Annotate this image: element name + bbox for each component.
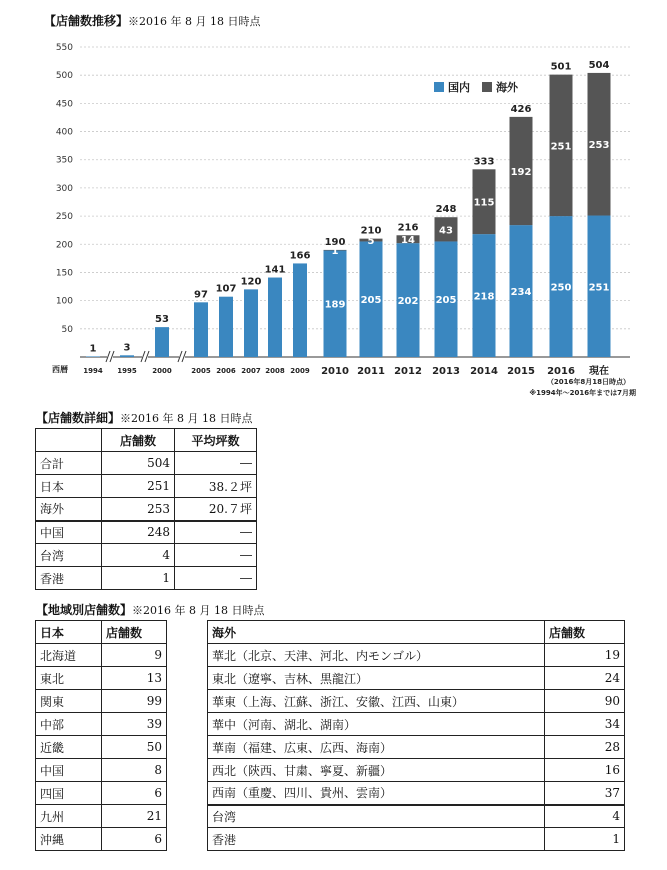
legend-swatch-domestic [434,82,444,92]
area-cell: ― [175,521,257,544]
header-cell [36,429,102,452]
table-row [36,759,167,782]
header-cell: 店舗数 [102,621,167,644]
domestic-value-label: 218 [473,291,495,303]
bar-domestic [120,355,134,357]
overseas-value-label: 251 [550,141,572,153]
bar-domestic [244,289,258,357]
table-header-row [208,621,625,644]
count-cell: 4 [545,805,625,828]
region-cell: 海外 [36,498,102,521]
total-label: 1 [89,343,97,355]
region-cell: 中国 [36,521,102,544]
legend-swatch-overseas [482,82,492,92]
count-cell: 21 [102,805,167,828]
total-label: 504 [588,59,610,71]
count-cell: 34 [545,713,625,736]
table-row [36,521,257,544]
count-cell: 253 [102,498,175,521]
x-tick-label: 2010 [321,366,349,377]
total-label: 190 [324,236,346,248]
total-label: 97 [194,289,208,301]
count-cell: 90 [545,690,625,713]
overseas-value-label: 253 [588,140,610,152]
domestic-value-label: 189 [324,299,346,311]
bar-domestic [293,263,307,357]
x-tick-label: 2012 [394,366,422,377]
count-cell: 37 [545,782,625,805]
count-cell: 1 [545,828,625,851]
count-cell: 50 [102,736,167,759]
count-cell: 39 [102,713,167,736]
overseas-value-label: 5 [367,236,375,248]
region-cell: 香港 [208,828,545,851]
overseas-value-label: 14 [401,235,415,247]
bar-domestic [219,297,233,357]
x-tick-label: 2016 [547,366,575,377]
count-cell: 13 [102,667,167,690]
count-cell: 248 [102,521,175,544]
domestic-value-label: 205 [435,295,457,307]
region-cell: 華南（福建、広東、広西、海南） [208,736,545,759]
table-row [208,690,625,713]
domestic-value-label: 250 [550,282,572,294]
region-cell: 四国 [36,782,102,805]
table-row [36,567,257,590]
x-axis-label: 西暦 [52,365,68,374]
region-cell: 中国 [36,759,102,782]
x-tick-label: 1994 [83,367,103,375]
total-label: 333 [473,156,495,168]
y-tick-label: 550 [55,43,73,53]
table-row [36,828,167,851]
total-label: 501 [550,61,572,73]
region-cell: 東北（遼寧、吉林、黒龍江） [208,667,545,690]
x-tick-label: 1995 [117,367,137,375]
region-cell: 九州 [36,805,102,828]
table-row [208,759,625,782]
table-row [36,644,167,667]
table-row [208,828,625,851]
table-row [36,544,257,567]
header-cell: 店舗数 [102,429,175,452]
total-label: 248 [435,204,457,216]
table-row [208,667,625,690]
chart-date-note: ※2016 年 8 月 18 日時点 [128,15,261,28]
count-cell: 24 [545,667,625,690]
x-tick-label: 現在 [589,366,609,377]
bar-domestic [194,302,208,357]
table-row [36,452,257,475]
header-cell: 海外 [208,621,545,644]
region-cell: 西北（陝西、甘粛、寧夏、新疆） [208,759,545,782]
x-tick-label: 2015 [507,366,535,377]
count-cell: 19 [545,644,625,667]
detail-title: 【店舗数詳細】 [36,411,121,425]
chart-title: 【店舗数推移】 [44,14,129,28]
region-cell: 日本 [36,475,102,498]
chart-footnote: ※1994年～2016年までは7月期 [529,389,636,397]
region-cell: 合計 [36,452,102,475]
area-cell: 20.７坪 [175,498,257,521]
overseas-region-table [207,620,625,851]
region-cell: 西南（重慶、四川、貴州、雲南） [208,782,545,805]
count-cell: 28 [545,736,625,759]
detail-date-note: ※2016 年 8 月 18 日時点 [120,412,253,425]
y-tick-label: 100 [55,296,73,307]
region-cell: 近畿 [36,736,102,759]
region-title: 【地域別店舗数】 [36,603,133,617]
region-cell: 香港 [36,567,102,590]
area-cell: ― [175,567,257,590]
count-cell: 1 [102,567,175,590]
region-date-note: ※2016 年 8 月 18 日時点 [132,604,265,617]
count-cell: 8 [102,759,167,782]
count-cell: 4 [102,544,175,567]
bar-domestic [86,356,100,357]
region-section-title [36,601,265,618]
region-cell: 華中（河南、湖北、湖南） [208,713,545,736]
table-row [208,782,625,805]
total-label: 210 [360,225,382,237]
y-tick-label: 250 [55,212,73,223]
total-label: 107 [215,283,237,295]
x-tick-label: 2013 [432,366,460,377]
table-header-row [36,621,167,644]
x-tick-label: 2014 [470,366,498,377]
area-cell: ― [175,452,257,475]
table-row [36,782,167,805]
table-row [36,690,167,713]
y-tick-label: 200 [55,240,73,251]
region-cell: 沖縄 [36,828,102,851]
domestic-value-label: 234 [510,287,532,299]
table-row [36,475,257,498]
region-cell: 台湾 [36,544,102,567]
x-tick-label: 2007 [241,367,261,375]
count-cell: 16 [545,759,625,782]
table-row [36,667,167,690]
chart-section-title [44,12,261,29]
domestic-value-label: 251 [588,282,610,294]
bar-domestic [155,327,169,357]
total-label: 426 [510,103,532,115]
header-cell: 平均坪数 [175,429,257,452]
table-row [36,736,167,759]
area-cell: 38.２坪 [175,475,257,498]
table-row [208,736,625,759]
domestic-value-label: 202 [397,296,419,308]
count-cell: 99 [102,690,167,713]
table-row [208,805,625,828]
japan-region-table [35,620,167,851]
x-tick-label: 2006 [216,367,236,375]
table-row [36,498,257,521]
region-cell: 関東 [36,690,102,713]
domestic-value-label: 205 [360,295,382,307]
region-cell: 東北 [36,667,102,690]
total-label: 53 [155,314,169,326]
region-cell: 北海道 [36,644,102,667]
store-count-chart [0,34,667,404]
header-cell: 店舗数 [545,621,625,644]
count-cell: 504 [102,452,175,475]
y-tick-label: 300 [55,183,73,194]
total-label: 166 [289,250,311,262]
x-tick-label: 2009 [290,367,310,375]
total-label: 216 [397,222,419,234]
overseas-value-label: 115 [473,197,495,209]
x-tick-label: 2008 [265,367,285,375]
y-tick-label: 350 [55,155,73,166]
region-cell: 中部 [36,713,102,736]
overseas-value-label: 43 [439,225,453,237]
total-label: 141 [264,264,286,276]
store-detail-table [35,428,257,590]
total-label: 120 [240,276,262,288]
current-date-note: （2016年8月18日時点） [546,378,630,386]
table-row [208,644,625,667]
header-cell: 日本 [36,621,102,644]
count-cell: 6 [102,828,167,851]
overseas-value-label: 192 [510,167,532,178]
legend-label-domestic: 国内 [448,81,470,94]
area-cell: ― [175,544,257,567]
table-row [36,805,167,828]
x-tick-label: 2000 [152,367,172,375]
y-tick-label: 500 [55,71,73,82]
x-tick-label: 2005 [191,367,211,375]
region-cell: 華北（北京、天津、河北、内モンゴル） [208,644,545,667]
y-tick-label: 50 [61,324,73,335]
y-tick-label: 150 [55,268,73,279]
count-cell: 9 [102,644,167,667]
region-cell: 華東（上海、江蘇、浙江、安徽、江西、山東） [208,690,545,713]
table-row [36,713,167,736]
y-tick-label: 400 [55,127,73,138]
count-cell: 251 [102,475,175,498]
y-tick-label: 450 [55,99,73,110]
legend-label-overseas: 海外 [496,81,518,94]
detail-section-title [36,409,253,426]
overseas-value-label: 1 [331,246,339,258]
table-row [208,713,625,736]
bar-domestic [268,278,282,357]
region-cell: 台湾 [208,805,545,828]
total-label: 3 [123,342,131,354]
x-tick-label: 2011 [357,366,385,377]
count-cell: 6 [102,782,167,805]
table-header-row [36,429,257,452]
